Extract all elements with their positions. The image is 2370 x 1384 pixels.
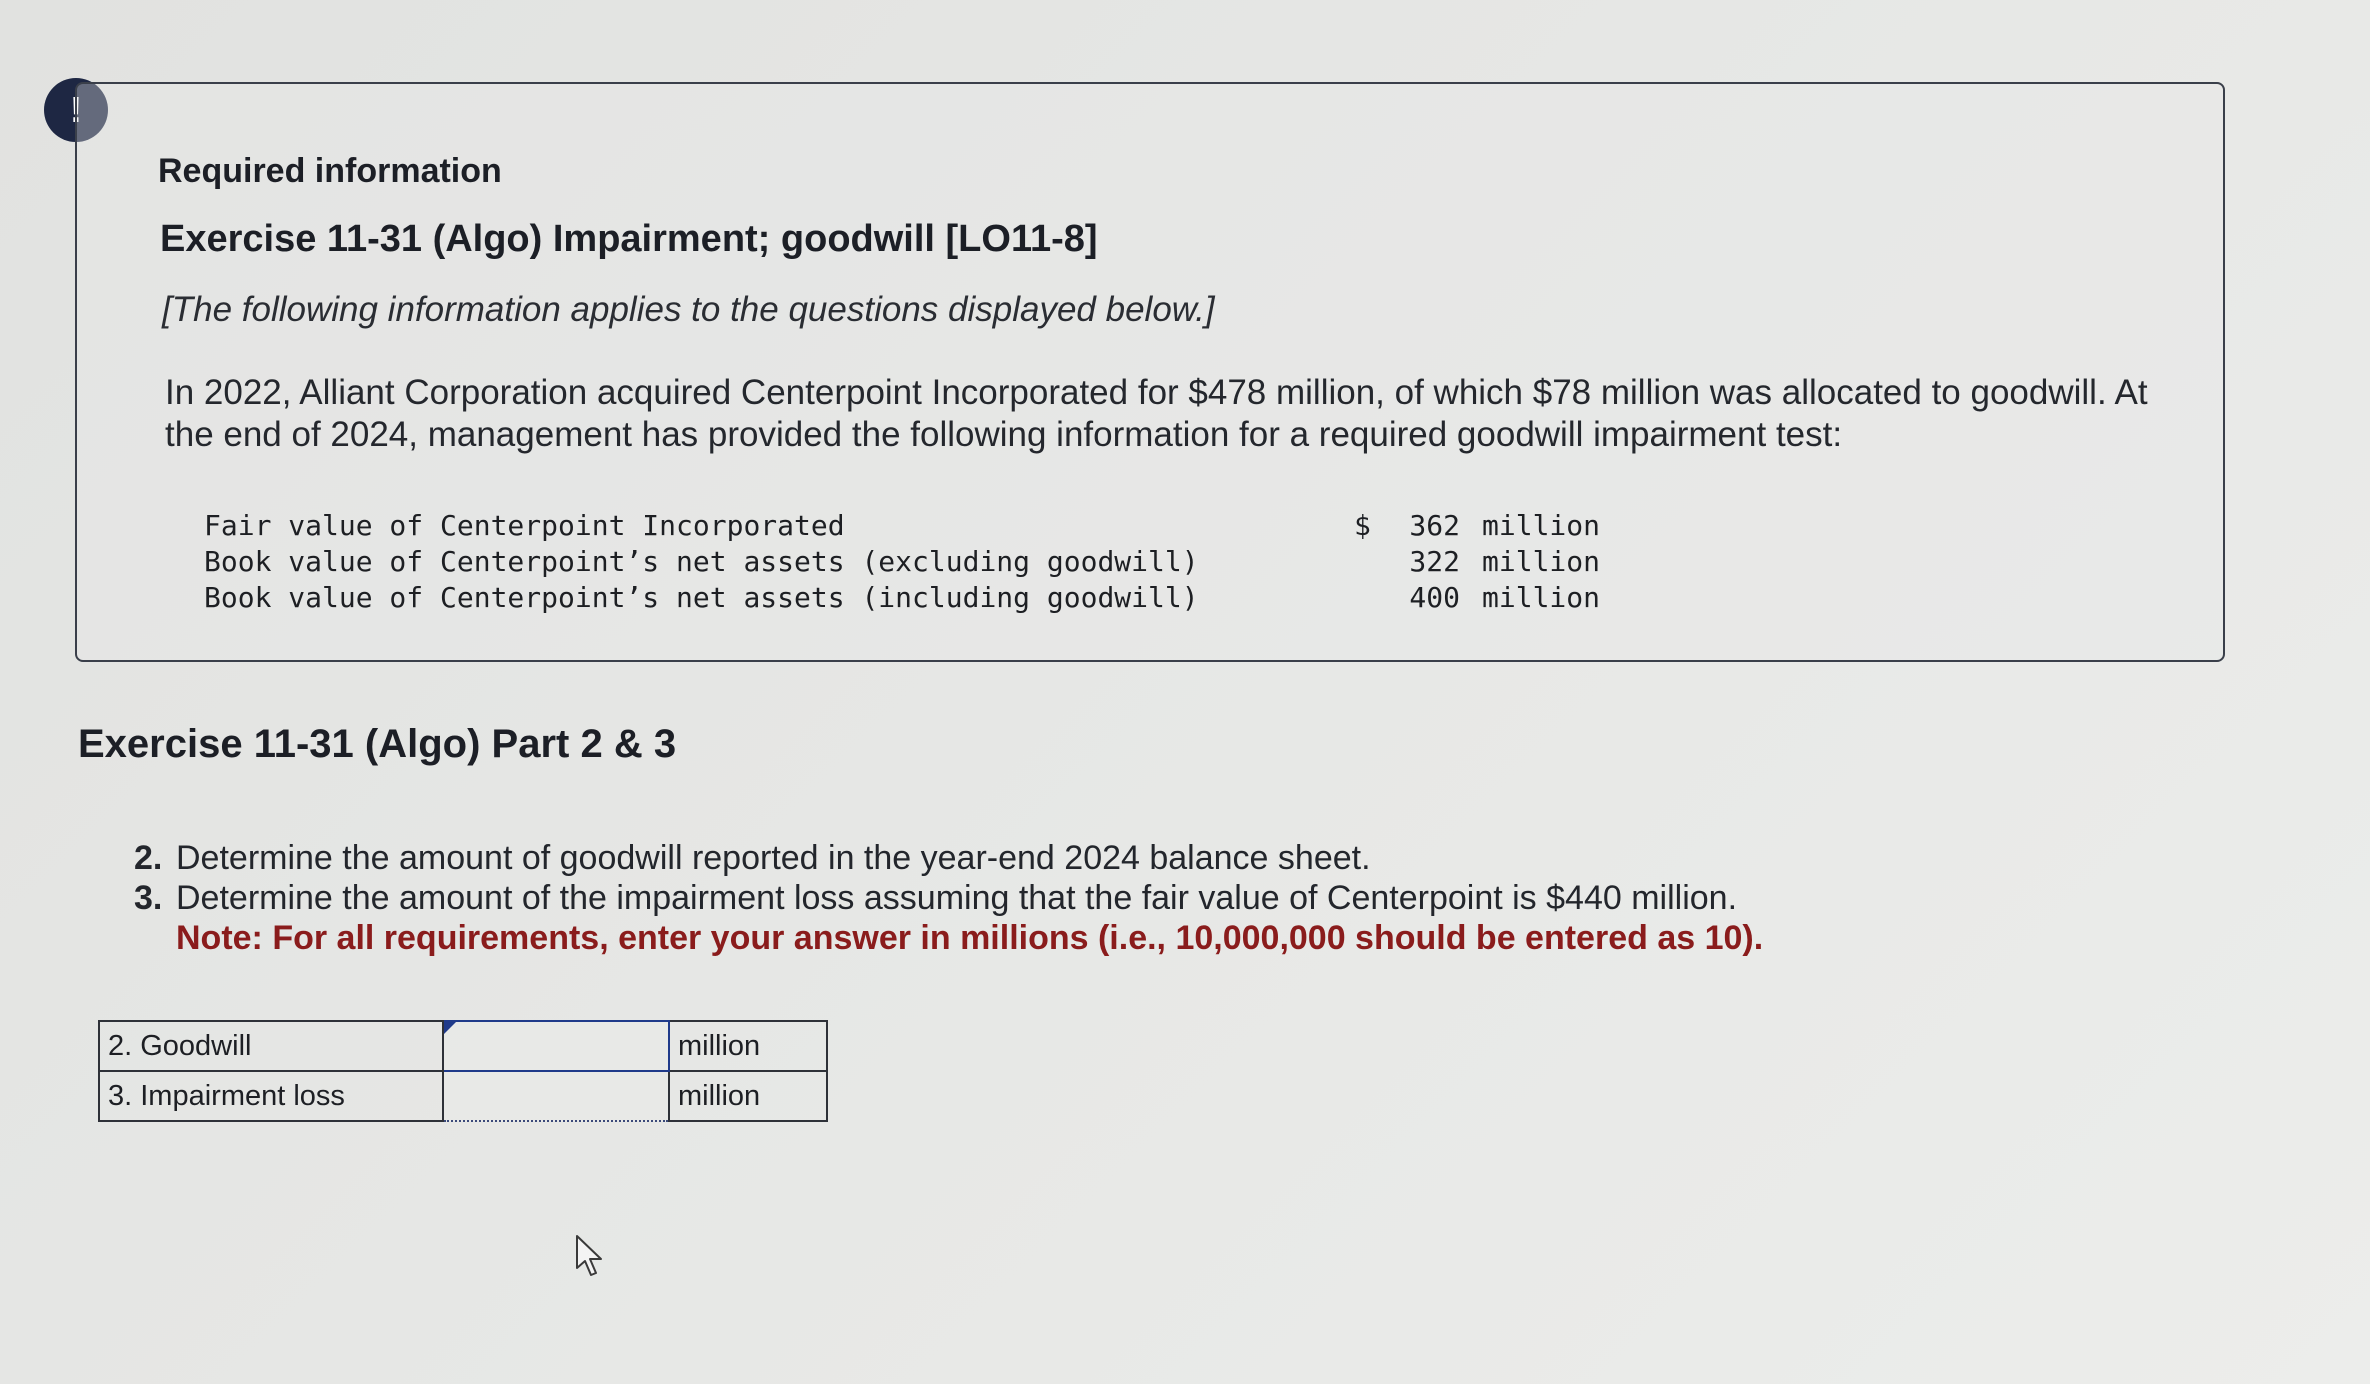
part-title: Exercise 11-31 (Algo) Part 2 & 3	[78, 722, 677, 766]
data-row-unit: million	[1482, 545, 1601, 578]
mouse-pointer-icon	[574, 1234, 606, 1278]
intro-text: [The following information applies to the questions displayed below.]	[162, 290, 1215, 329]
impairment-loss-input-cell[interactable]	[443, 1071, 669, 1121]
data-row	[204, 508, 1600, 544]
data-row	[204, 580, 1600, 616]
data-row-label: Fair value of Centerpoint Incorporated	[204, 509, 845, 542]
data-row-currency	[1354, 580, 1390, 616]
question-text: Determine the amount of the impairment loss assuming that the fair value of Centerpoint is $440 million.	[176, 879, 1738, 917]
answer-label: 2. Goodwill	[99, 1021, 443, 1071]
data-row-value: 400	[1409, 581, 1460, 614]
data-row-unit: million	[1482, 581, 1601, 614]
question-number: 3.	[134, 879, 163, 917]
data-table	[204, 508, 1600, 616]
answer-unit: million	[669, 1021, 827, 1071]
question-item	[134, 838, 1763, 878]
data-row-value: 322	[1409, 545, 1460, 578]
required-information-heading: Required information	[158, 152, 502, 190]
question-number: 2.	[134, 839, 163, 877]
data-row	[204, 544, 1600, 580]
exercise-title: Exercise 11-31 (Algo) Impairment; goodwill [LO11-8]	[160, 218, 1098, 260]
answer-table	[98, 1020, 828, 1122]
question-item	[134, 878, 1763, 918]
data-row-value: 362	[1409, 509, 1460, 542]
exclamation-icon: !	[70, 89, 82, 130]
data-row-currency	[1354, 544, 1390, 580]
data-row-currency: $	[1354, 509, 1371, 542]
instruction-note: Note: For all requirements, enter your answer in millions (i.e., 10,000,000 should be entered as 10).	[176, 919, 1764, 957]
data-row-unit: million	[1482, 509, 1601, 542]
answer-row-goodwill	[99, 1021, 827, 1071]
answer-label: 3. Impairment loss	[99, 1071, 443, 1121]
impairment-loss-input[interactable]	[444, 1072, 668, 1120]
problem-paragraph: In 2022, Alliant Corporation acquired Centerpoint Incorporated for $478 million, of which $78 million was allocated to goodwill. At the end of 2024, management has provided the following information for a required goodwill impairment test:	[165, 373, 2148, 454]
question-text: Determine the amount of goodwill reported in the year-end 2024 balance sheet.	[176, 839, 1371, 877]
question-list	[134, 838, 1763, 958]
answer-unit: million	[669, 1071, 827, 1121]
data-row-label: Book value of Centerpoint’s net assets (excluding goodwill)	[204, 545, 1199, 578]
answer-row-impairment-loss	[99, 1071, 827, 1121]
goodwill-input-cell[interactable]	[443, 1021, 669, 1071]
goodwill-input[interactable]	[444, 1022, 668, 1070]
data-row-label: Book value of Centerpoint’s net assets (including goodwill)	[204, 581, 1199, 614]
